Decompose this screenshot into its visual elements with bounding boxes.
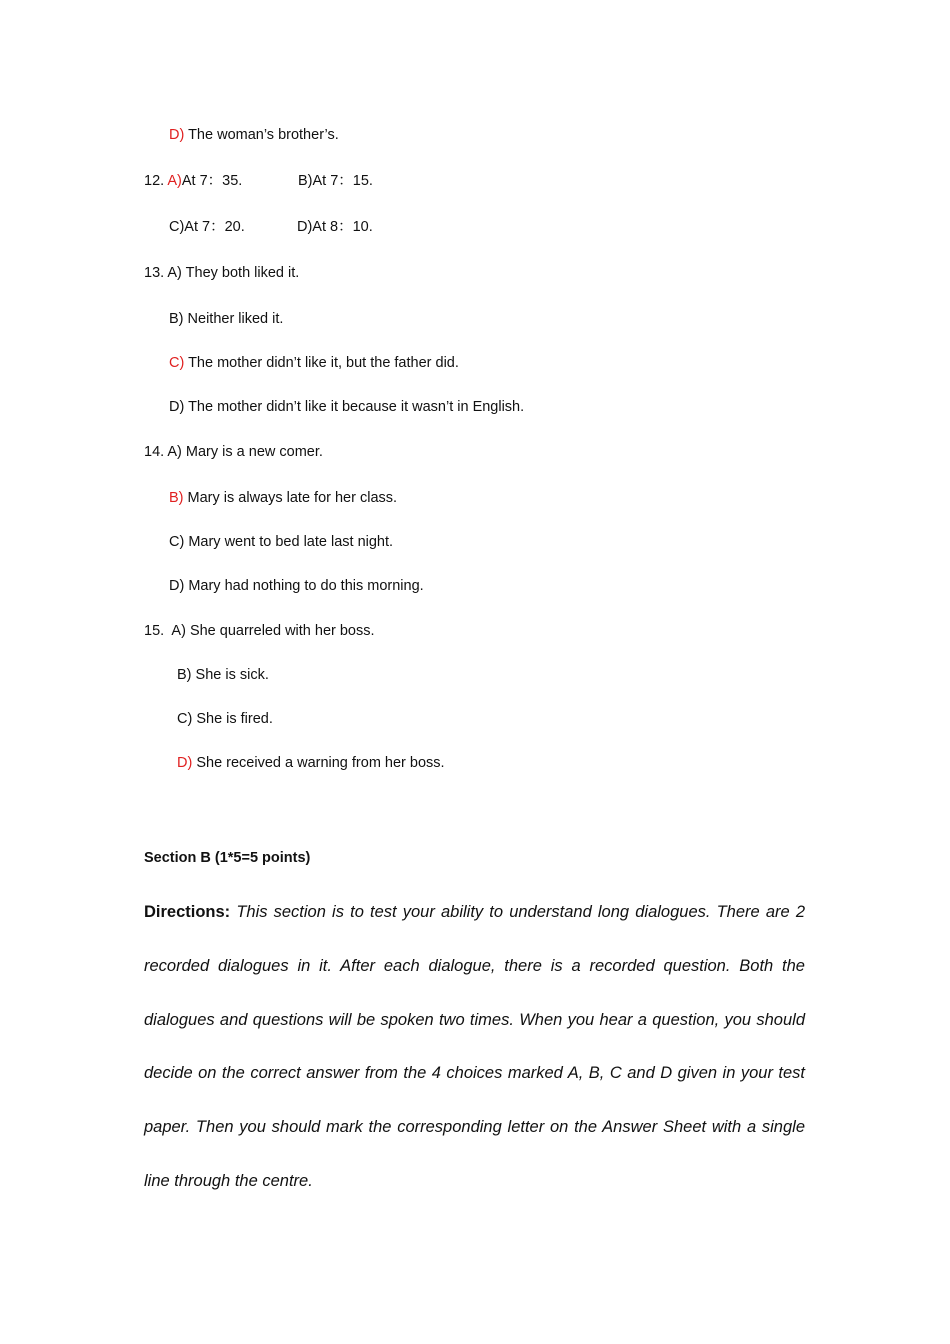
answer-letter: B)	[169, 490, 184, 506]
question-number: 14.	[144, 444, 168, 460]
option-text: Mary is always late for her class.	[183, 490, 398, 506]
question-number: 13.	[144, 265, 168, 281]
option-text: A) They both liked it.	[167, 265, 300, 281]
option-text: D) The mother didn’t like it because it wasn’t in English.	[169, 399, 525, 415]
question-15	[144, 622, 375, 640]
answer-letter: C)	[169, 355, 185, 371]
option-text: She received a warning from her boss.	[192, 755, 445, 771]
directions-label: Directions:	[144, 903, 231, 921]
option-b-q13	[169, 310, 283, 328]
option-text: At 7：35.	[181, 173, 243, 189]
option-d-q13	[169, 398, 524, 416]
option-text: B)At 7：15.	[298, 173, 373, 189]
directions-paragraph	[144, 886, 805, 1209]
answer-letter: D)	[169, 127, 185, 143]
option-b-q12	[298, 172, 373, 190]
option-text: B) She is sick.	[177, 667, 269, 683]
option-d-q12	[297, 218, 373, 236]
question-12-number	[144, 172, 242, 190]
option-c-q13	[169, 354, 459, 372]
answer-letter: A)	[167, 173, 182, 189]
question-13	[144, 264, 299, 282]
option-text: D)At 8：10.	[297, 219, 373, 235]
option-text: B) Neither liked it.	[169, 311, 284, 327]
option-text: C) Mary went to bed late last night.	[169, 534, 394, 550]
option-d-q14	[169, 577, 424, 595]
option-text: D) Mary had nothing to do this morning.	[169, 578, 424, 594]
option-b-q15	[177, 666, 269, 684]
option-text: C)At 7：20.	[169, 219, 245, 235]
option-text: The mother didn’t like it, but the father did.	[184, 355, 459, 371]
question-14	[144, 443, 323, 461]
section-b-heading: Section B (1*5=5 points)	[144, 850, 311, 866]
option-c-q15	[177, 710, 273, 728]
option-b-q14	[169, 489, 397, 507]
question-number: 12.	[144, 173, 168, 189]
directions-text: This section is to test your ability to understand long dialogues. There are 2 recorded dialogues in it. After each dialogue, there is a recorded question. Both the dialogues and questions will be spoken two times. When you hear a question, you should decide on the correct answer from the 4 choices marked A, B, C and D given in your test paper. Then you should mark the corresponding letter on the Answer Sheet with a single line through the centre.	[144, 903, 805, 1190]
option-c-q12	[169, 218, 245, 236]
answer-letter: D)	[177, 755, 193, 771]
question-number: 15.	[144, 623, 172, 639]
option-c-q14	[169, 533, 393, 551]
option-d-q15	[177, 754, 445, 772]
option-text: The woman’s brother’s.	[184, 127, 339, 143]
option-text: C) She is fired.	[177, 711, 273, 727]
option-d-q11	[169, 126, 339, 144]
option-text: A) She quarreled with her boss.	[171, 623, 375, 639]
option-text: A) Mary is a new comer.	[167, 444, 323, 460]
